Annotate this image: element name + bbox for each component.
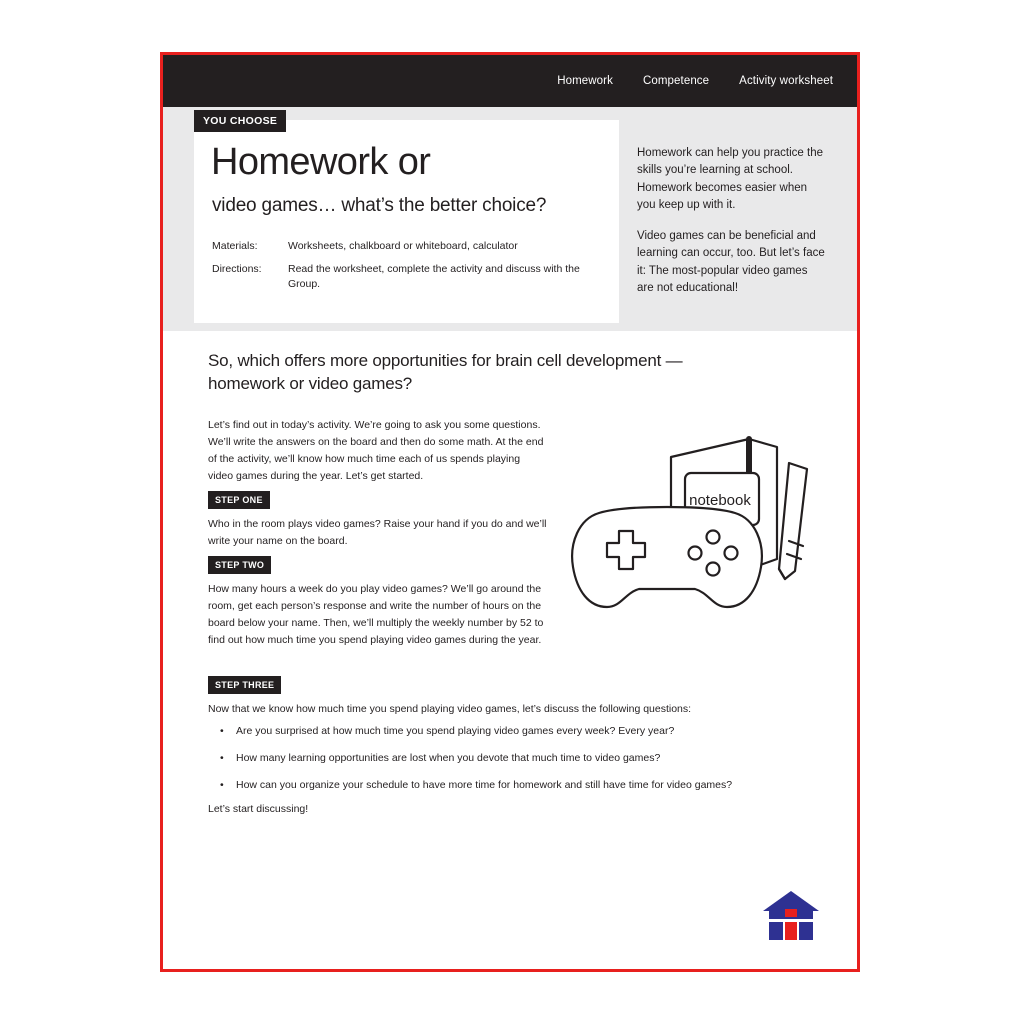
intro-paragraph: Let’s find out in today’s activity. We’re going to ask you some questions. We’ll write the answers on the board and then do some math. At the end of the activity, we’ll know how much time each of us spends playing video games during the year. Let’s get started. xyxy=(208,419,544,482)
notebook-label: notebook xyxy=(689,492,751,509)
you-choose-tag: YOU CHOOSE xyxy=(194,110,286,132)
step-one-body: Who in the room plays video games? Raise your hand if you do and we’ll write your name on the board. xyxy=(208,518,547,547)
discussion-question-list xyxy=(208,723,738,803)
aside-paragraph-1: Homework can help you practice the skills you’re learning at school. Homework becomes easier when you keep up with it. xyxy=(637,147,824,211)
step-two-tag: STEP TWO xyxy=(208,556,271,574)
brand-logo xyxy=(761,889,821,943)
topbar-link-homework[interactable]: Homework xyxy=(557,75,613,87)
page-subtitle: video games… what’s the better choice? xyxy=(212,195,547,216)
list-item xyxy=(208,750,738,767)
meta-row-directions xyxy=(212,262,602,292)
list-item-text: How many learning opportunities are lost when you devote that much time to video games? xyxy=(236,751,661,764)
step-one-tag: STEP ONE xyxy=(208,491,270,509)
bullet-icon: • xyxy=(220,725,224,737)
list-item xyxy=(208,777,738,794)
pencil-icon xyxy=(779,463,807,579)
step-two-body: How many hours a week do you play video games? We’ll go around the room, get each person’s response and write the number of hours on the board below your name. Then, we’ll multiply the weekly number by 52 to find out how much time you spend playing video games during the year. xyxy=(208,583,544,646)
meta-label-materials: Materials: xyxy=(212,240,258,252)
topbar-link-competence[interactable]: Competence xyxy=(642,75,710,87)
gamepad-icon xyxy=(572,507,762,607)
meta-label-directions: Directions: xyxy=(212,263,262,276)
closing-line: Let’s start discussing! xyxy=(208,803,309,815)
list-item-text: How can you organize your schedule to have more time for homework and still have time for video games? xyxy=(236,778,733,791)
bullet-icon: • xyxy=(220,778,224,791)
meta-value-materials: Worksheets, chalkboard or whiteboard, calculator xyxy=(288,240,518,252)
topbar-link-activity-worksheet[interactable]: Activity worksheet xyxy=(739,75,833,87)
step-three-body: Now that we know how much time you spend playing video games, let’s discuss the following questions: xyxy=(208,703,692,715)
hero-aside-text xyxy=(637,145,827,311)
list-item xyxy=(208,723,738,740)
page-title: Homework or xyxy=(211,141,431,183)
meta-value-directions: Read the worksheet, complete the activity and discuss with the Group. xyxy=(288,263,580,291)
top-navigation-bar xyxy=(163,55,857,107)
list-item-text: Are you surprised at how much time you spend playing video games every week? Every year? xyxy=(236,725,675,737)
gamepad-notebook-illustration xyxy=(563,421,833,651)
step-three-tag: STEP THREE xyxy=(208,676,281,694)
section-heading: So, which offers more opportunities for brain cell development — homework or video games? xyxy=(208,351,683,394)
meta-block xyxy=(212,239,602,301)
aside-paragraph-2: Video games can be beneficial and learning can occur, too. But let’s face it: The most-popular video games are not educational! xyxy=(637,230,825,294)
bullet-icon: • xyxy=(220,751,224,764)
worksheet-page xyxy=(160,52,860,972)
meta-row-materials xyxy=(212,239,602,254)
